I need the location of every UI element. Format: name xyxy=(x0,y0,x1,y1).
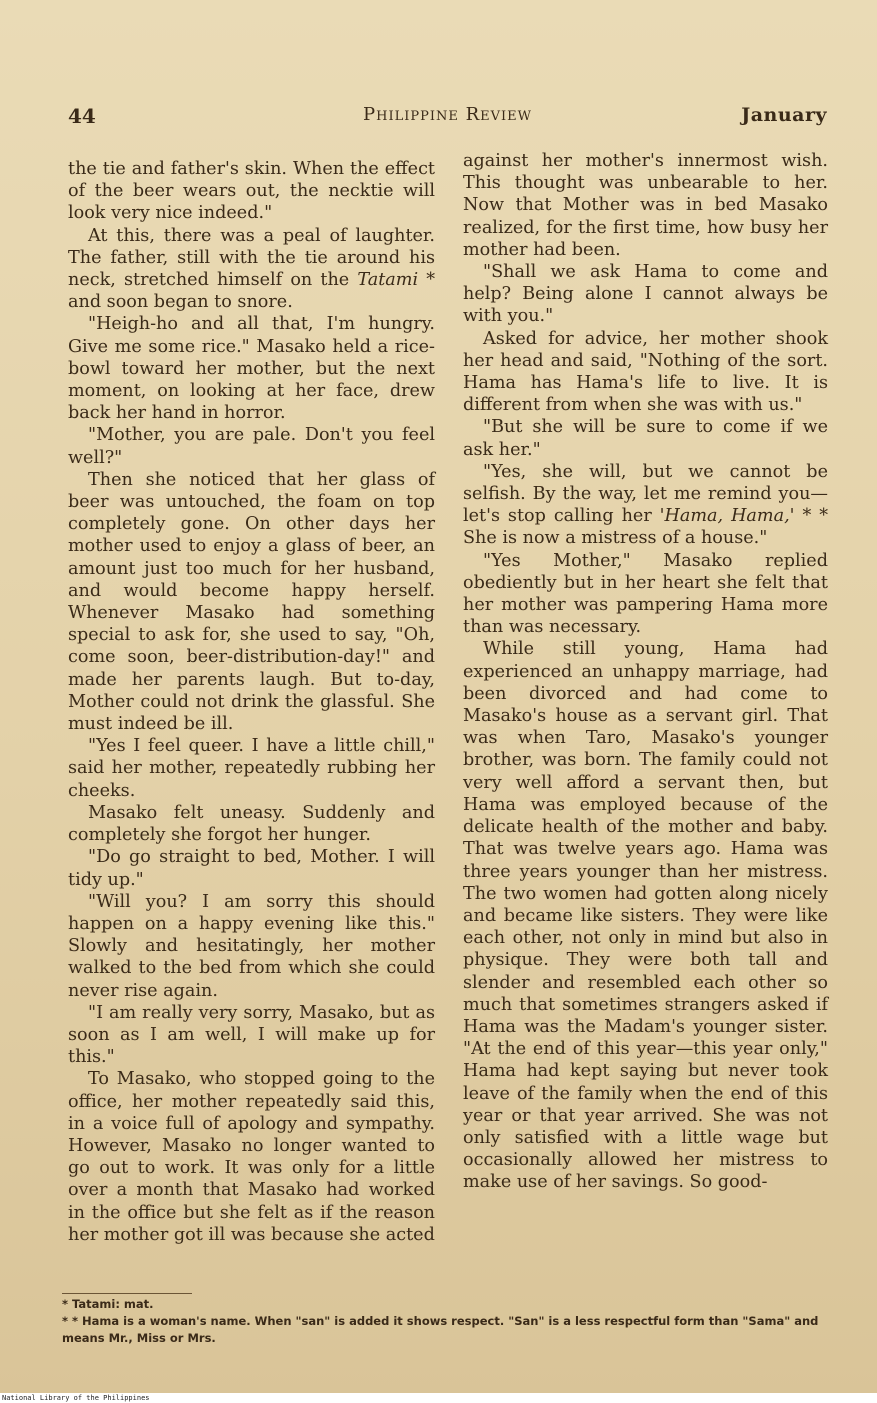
italic-term: Tatami xyxy=(357,270,419,291)
paragraph: "Mother, you are pale. Don't you feel well?" xyxy=(68,425,435,468)
paragraph: At this, there was a peal of laughter. The father, still with the tie around his neck, stretched himself on the Tatami * and soon began to snore. xyxy=(68,225,436,313)
paragraph: "But she will be sure to come if we ask her." xyxy=(463,417,828,460)
paragraph: Asked for advice, her mother shook her head and said, "Nothing of the sort. Hama has Hama's life to live. It is different from when she was with us." xyxy=(463,328,828,416)
paragraph: the tie and father's skin. When the effect of the beer wears out, the necktie will look very nice indeed." xyxy=(68,159,435,224)
left-column xyxy=(68,158,435,1246)
paragraph: "Will you? I am sorry this should happen on a happy evening like this." Slowly and hesitatingly, her mother walked to the bed from which she could never rise again. xyxy=(68,891,435,1001)
paragraph: "I am really very sorry, Masako, but as soon as I am well, I will make up for this." xyxy=(68,1002,435,1068)
issue-month: January xyxy=(741,104,827,126)
library-credit: National Library of the Philippines xyxy=(0,1393,877,1403)
page-header xyxy=(68,104,827,136)
footnotes xyxy=(62,1296,827,1347)
right-column xyxy=(463,150,828,1194)
footnote-rule xyxy=(62,1293,192,1294)
paragraph: "Yes, she will, but we cannot be selfish. By the way, let me remind you—let's stop calling her 'Hama, Hama,' * * She is now a mistress of a house." xyxy=(463,461,828,549)
paragraph: against her mother's innermost wish. This thought was unbearable to her. Now that Mother was in bed Masako realized, for the first time, how busy her mother had been. xyxy=(463,151,828,260)
italic-term: Hama, Hama, xyxy=(664,506,790,527)
paragraph: "Do go straight to bed, Mother. I will tidy up." xyxy=(68,847,435,890)
paragraph: While still young, Hama had experienced an unhappy marriage, had been divorced and had come to Masako's house as a servant girl. That was when Taro, Masako's younger brother, was born. The family could not very well afford a servant then, but Hama was employed because of the delicate health of the mother and baby. That was twelve years ago. Hama was three years younger than her mistress. The two women had gotten along nicely and became like sisters. They were like each other, not only in mind but also in physique. They were both tall and slender and resembled each other so much that sometimes strangers asked if Hama was the Madam's younger sister. "At the end of this year—this year only," Hama had kept saying but never took leave of the family when the end of this year or that year arrived. She was not only satisfied with a little wage but occasionally allowed her mistress to make use of her savings. So good- xyxy=(463,639,828,1193)
journal-title: Philippine Review xyxy=(363,104,532,125)
footnote-1: * Tatami: mat. xyxy=(62,1297,154,1311)
page-number: 44 xyxy=(68,104,96,128)
paragraph: Masako felt uneasy. Suddenly and completely she forgot her hunger. xyxy=(68,802,435,846)
paragraph: "Shall we ask Hama to come and help? Being alone I cannot always be with you." xyxy=(463,262,828,327)
paragraph: "Heigh-ho and all that, I'm hungry. Give me some rice." Masako held a rice-bowl toward her mother, but the next moment, on looking at her face, drew back her hand in horror. xyxy=(68,314,435,424)
paragraph: Then she noticed that her glass of beer was untouched, the foam on top completely gone. On other days her mother used to enjoy a glass of beer, an amount just too much for her husband, and would become happy herself. Whenever Masako had something special to ask for, she used to say, "Oh, come soon, beer-distribution-day!" and made her parents laugh. But to-day, Mother could not drink the glassful. She must indeed be ill. xyxy=(68,469,435,735)
paragraph: "Yes I feel queer. I have a little chill," said her mother, repeatedly rubbing her cheeks. xyxy=(68,736,435,801)
footnote-2: * * Hama is a woman's name. When "san" is added it shows respect. "San" is a less respectful form than "Sama" and means Mr., Miss or Mrs. xyxy=(62,1314,819,1345)
paragraph: "Yes Mother," Masako replied obediently but in her heart she felt that her mother was pampering Hama more than was necessary. xyxy=(463,550,828,638)
paragraph: To Masako, who stopped going to the office, her mother repeatedly said this, in a voice full of apology and sympathy. However, Masako no longer wanted to go out to work. It was only for a little over a month that Masako had worked in the office but she felt as if the reason her mother got ill was because she acted xyxy=(68,1069,435,1245)
